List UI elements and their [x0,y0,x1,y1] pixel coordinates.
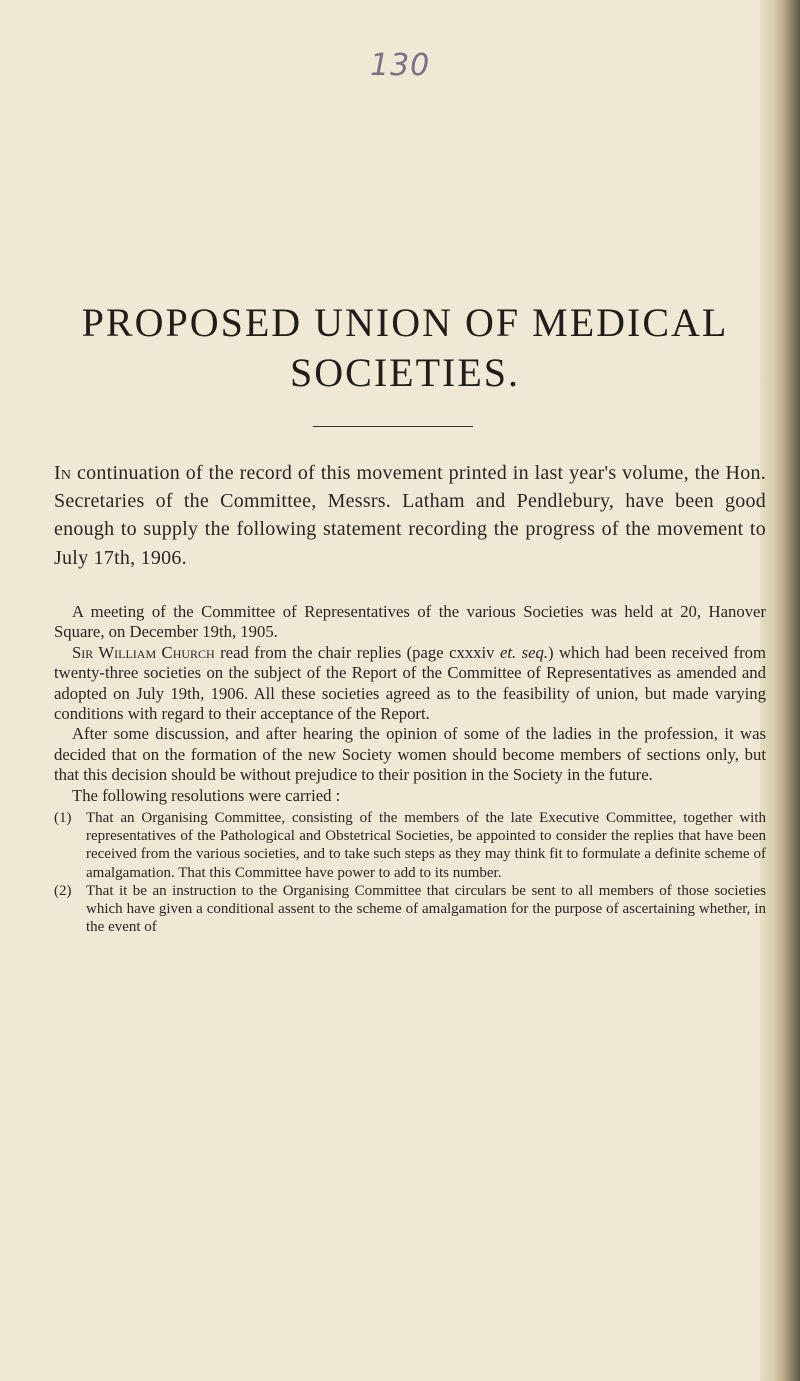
resolution-number: (2) [54,882,72,899]
resolution-item [54,809,766,882]
title-line-2: SOCIETIES. [290,350,520,395]
paragraph-resolutions-intro: The following resolutions were carried : [72,785,341,805]
intro-lead-word: In [54,462,72,484]
body-text [54,602,766,936]
page-edge-shadow [760,0,800,1381]
resolutions-list [54,809,766,936]
person-name: Sir William Church [72,642,215,662]
paragraph-replies [54,643,766,725]
title-divider [313,426,473,427]
intro-text: continuation of the record of this movement printed in last year's volume, the Hon. Secretaries of the Committee, Messrs. Latham and Pendlebury, have been good enough to supply the following statement recording the progress of the movement to July 17th, 1906. [54,462,767,569]
resolution-number: (1) [54,810,72,827]
intro-paragraph [54,459,766,572]
resolution-text: That it be an instruction to the Organising Committee that circulars be sent to all members of those societies which have given a conditional assent to the scheme of amalgamation for the purpose of ascertaining whether, in the event of [86,882,766,936]
resolution-item [54,882,766,937]
et-seq: et. seq. [499,642,548,662]
handwritten-page-number: 130 [370,48,431,83]
article-title [60,298,750,398]
title-line-1: PROPOSED UNION OF MEDICAL [81,300,729,345]
paragraph-discussion: After some discussion, and after hearing the opinion of some of the ladies in the profession, it was decided that on the formation of the new Society women should become members of sections only, but that this decision should be without prejudice to their position in the Society in the future. [54,724,766,785]
paragraph-meeting: A meeting of the Committee of Representatives of the various Societies was held at 20, Hanover Square, on December 19th, 1905. [54,602,766,642]
paragraph-replies-text-b: ) which had been received from twenty-three societies on the subject of the Report of the Committee of Representatives as amended and adopted on July 19th, 1906. All these societies agreed as to the feasibility of union, but made varying conditions with regard to their acceptance of the Report. [54,642,766,724]
paragraph-replies-text-a: read from the chair replies (page cxxxiv [220,642,495,662]
resolution-text: That an Organising Committee, consisting of the members of the late Executive Committee, together with representatives of the Pathological and Obstetrical Societies, be appointed to consider the replies that have been received from the various societies, and to take such steps as they may think fit to formulate a definite scheme of amalgamation. That this Committee have power to add to its number. [86,810,766,881]
